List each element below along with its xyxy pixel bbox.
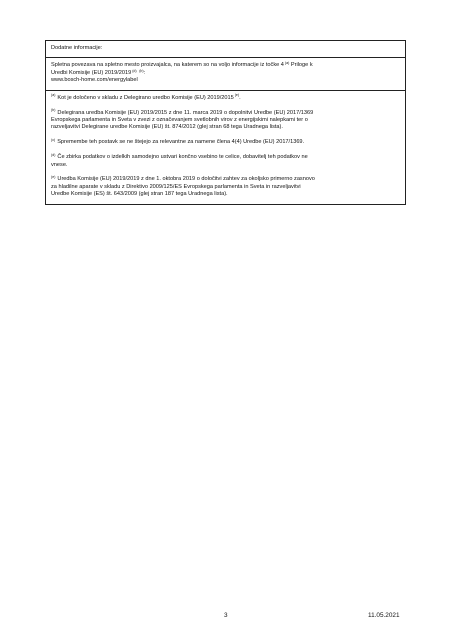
footnote-text: razveljavitvi Delegirane uredbe Komisije (EU) št. 874/2012 (glej stran 68 tega Uradnega lista). <box>51 124 283 131</box>
page-date: 11.05.2021 <box>368 612 400 619</box>
footnote-c <box>51 139 400 146</box>
footnote-marker: (e) <box>51 175 56 180</box>
footnote-text: Uredba Komisije (EU) 2019/2019 z dne 1. oktobra 2019 o določitvi zahtev za okoljsko primerno zasnovo <box>57 176 315 183</box>
additional-info-table <box>45 40 406 205</box>
manufacturer-url[interactable]: www.bosch-home.com/energylabel <box>51 77 138 84</box>
footnote-marker: (c) <box>51 138 56 143</box>
footnote-a <box>51 95 400 102</box>
footnote-ref: (a) <box>284 61 290 66</box>
footnote-b <box>51 110 400 132</box>
footnote-text: Če zbirka podatkov o izdelkih samodejno ustvari končno vsebino te celice, dobavitelj teh podatkov ne <box>57 154 308 161</box>
footnote-ref: (d) <box>132 68 137 73</box>
footnote-text: Kot je določeno v skladu z Delegirano uredbo Komisije (EU) 2019/2015 <box>57 94 234 101</box>
weblink-cell <box>46 58 406 90</box>
footnote-text: za hladilne aparate v skladu z Direktivo 2009/125/ES Evropskega parlamenta in Sveta in razveljavitvi <box>51 183 301 190</box>
footnote-e <box>51 176 400 198</box>
footnote-text: . <box>239 94 241 101</box>
footnote-text: Spremembe teh postavk se ne štejejo za relevantne za namene člena 4(4) Uredbe (EU) 2017/1369. <box>57 139 305 146</box>
weblink-text: Spletna povezava na spletno mesto proizvajalca, na katerem so na voljo informacije iz točke 4 <box>51 62 284 69</box>
footnote-marker: (a) <box>51 93 56 98</box>
footnote-d <box>51 154 400 169</box>
header-row <box>46 41 406 58</box>
footnote-text: vnese. <box>51 161 68 168</box>
weblink-text: Priloge k <box>289 62 313 69</box>
footnote-text: Evropskega parlamenta in Sveta v zvezi z označevanjem svetlobnih virov z energijskimi nalepkami ter o <box>51 116 308 123</box>
footnote-text: Delegirana uredba Komisije (EU) 2019/2015 z dne 11. marca 2019 o dopolnitvi Uredbe (EU) 2017/1369 <box>57 109 314 116</box>
weblink-text: : <box>143 69 146 76</box>
footnote-marker: (b) <box>51 108 56 113</box>
weblink-text: Uredbi Komisije (EU) 2019/2019 <box>51 69 132 76</box>
footnote-text: Uredbe Komisije (ES) št. 643/2009 (glej stran 187 tega Uradnega lista). <box>51 191 228 198</box>
weblink-row <box>46 58 406 90</box>
footnotes-row <box>46 90 406 204</box>
page-number: 3 <box>224 612 228 619</box>
footnote-marker: (d) <box>51 152 56 157</box>
footnote-ref: (b) <box>139 68 144 73</box>
footnotes-cell <box>46 90 406 204</box>
header-cell: Dodatne informacije: <box>46 41 406 58</box>
footnote-ref: (e) <box>234 93 240 98</box>
